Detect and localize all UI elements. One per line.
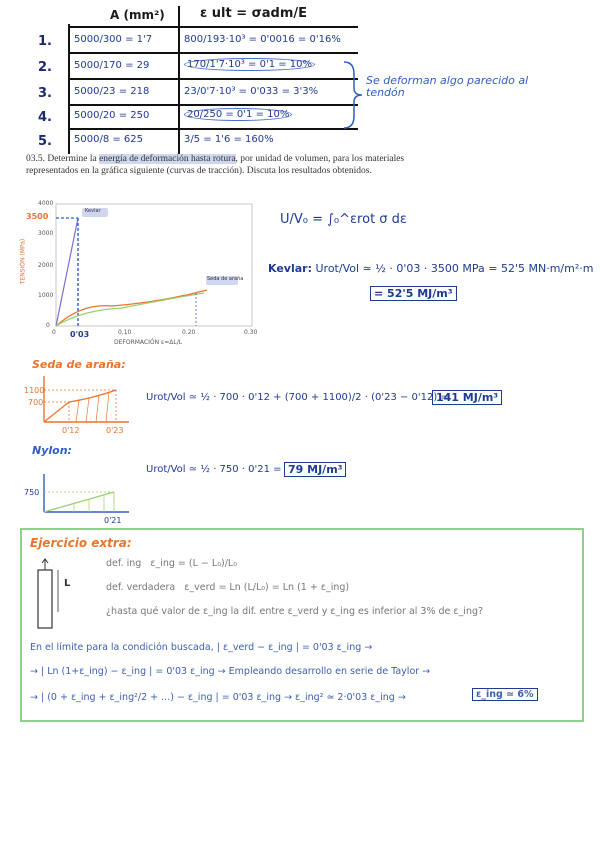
stress-strain-graph (19, 198, 267, 350)
x-tick: 0.30 (244, 329, 258, 336)
y-tick: 4000 (38, 200, 54, 207)
bar-specimen-icon (34, 556, 78, 636)
extra-title: Ejercicio extra: (30, 536, 132, 550)
silk-label: Seda de araña (207, 276, 244, 282)
extra-question: ¿hasta qué valor de ε_ing la dif. entre ε_verd y ε_ing es inferior al 3% de ε_ing? (106, 606, 484, 617)
kevlar-expression: Urot/Vol ≃ ½ · 0'03 · 3500 MPa = 52'5 MN·m/m²·m (315, 262, 594, 275)
row-rule (68, 128, 358, 130)
x-tick: 0.20 (182, 329, 196, 336)
nylon-formula: Urot/Vol ≃ ½ · 750 · 0'21 = (146, 464, 282, 475)
extra-result: ε_ing ≃ 6% (472, 688, 538, 701)
extra-line4: → | Ln (1+ε_ing) − ε_ing | = 0'03 ε_ing → Empleando desarrollo en serie de Taylor → (30, 666, 431, 677)
similar-deformation-note: Se deforman algo parecido al tendón (366, 74, 529, 99)
y-axis-label: TENSIÓN (MPa) (19, 238, 27, 285)
row-number: 5. (38, 134, 52, 149)
problem-text: , por unidad de volumen, para los materiales representados en la gráfica siguiente (curvas de tracción). Discuta los resultados obtenidos. (26, 154, 405, 176)
spider-formula: Urot/Vol ≃ ½ · 700 · 0'12 + (700 + 1100)/2 · (0'23 − 0'12) = (146, 392, 449, 403)
row-strain: 20/250 = 0'1 = 10% (184, 108, 292, 121)
y-tick: 2000 (38, 262, 54, 269)
header-area: A (mm²) (110, 8, 165, 22)
row-number: 4. (38, 110, 52, 125)
spider-x2: 0'23 (106, 426, 124, 435)
x-tick: 0.10 (118, 329, 132, 336)
spider-y1: 1100 (24, 386, 45, 395)
y-tick: 1000 (38, 292, 54, 299)
y-tick: 3000 (38, 230, 54, 237)
row-strain: 800/193·10³ = 0'0016 = 0'16% (184, 34, 341, 45)
y-tick: 0 (46, 322, 50, 329)
row-rule (68, 78, 358, 80)
spider-x1: 0'12 (62, 426, 80, 435)
problem-text: Determine la (47, 154, 100, 164)
x-mark: 0'03 (70, 330, 90, 339)
problem-statement (26, 154, 422, 177)
row-area: 5000/23 = 218 (74, 86, 150, 97)
nylon-title: Nylon: (32, 444, 72, 457)
row-area: 5000/8 = 625 (74, 134, 144, 145)
row-strain: 3/5 = 1'6 = 160% (184, 134, 274, 145)
header-rule (68, 26, 358, 28)
x-tick: 0 (52, 329, 56, 336)
row-strain: 170/1'7·10³ = 0'1 = 10% (184, 58, 315, 71)
length-label: L (64, 578, 71, 589)
problem-highlight: energía de deformación hasta rotura (99, 154, 236, 164)
kevlar-formula (268, 262, 593, 275)
nylon-x: 0'21 (104, 516, 122, 525)
row-number: 3. (38, 86, 52, 101)
kevlar-title: Kevlar: (268, 262, 312, 275)
nylon-result: 79 MJ/m³ (284, 462, 346, 477)
table-left-rule (68, 24, 70, 154)
y-mark: 3500 (26, 212, 49, 221)
spider-silk-title: Seda de araña: (32, 358, 126, 371)
row-number: 1. (38, 34, 52, 49)
spider-result: 141 MJ/m³ (432, 390, 502, 405)
x-axis-label: DEFORMACIÓN ε=ΔL/L (114, 339, 183, 346)
row-area: 5000/170 = 29 (74, 60, 150, 71)
table-mid-rule (178, 6, 180, 154)
eng-strain-label: def. ing (106, 558, 142, 569)
spider-y2: 700 (28, 398, 44, 407)
eng-strain-line (106, 558, 237, 569)
true-strain-formula: ε_verd = Ln (L/L₀) = Ln (1 + ε_ing) (184, 582, 350, 593)
graph-svg (22, 198, 267, 350)
row-number: 2. (38, 60, 52, 75)
energy-integral-formula: U/V₀ = ∫₀^εrot σ dε (280, 212, 407, 227)
kevlar-label: Kevlar (85, 208, 101, 214)
nylon-y: 750 (24, 488, 40, 497)
row-area: 5000/20 = 250 (74, 110, 150, 121)
row-area: 5000/300 = 1'7 (74, 34, 153, 45)
problem-number: 03.5. (26, 154, 45, 164)
eng-strain-formula: ε_ing = (L − L₀)/L₀ (150, 558, 238, 569)
true-strain-line (106, 582, 349, 593)
true-strain-label: def. verdadera (106, 582, 176, 593)
row-strain: 23/0'7·10³ = 0'033 = 3'3% (184, 86, 319, 97)
extra-line5: → | (0 + ε_ing + ε_ing²/2 + ...) − ε_ing | = 0'03 ε_ing → ε_ing² ≃ 2·0'03 ε_ing → (30, 692, 406, 703)
header-strain: ε ult = σadm/E (200, 6, 308, 21)
extra-line3: En el límite para la condición buscada, | ε_verd − ε_ing | = 0'03 ε_ing → (30, 642, 373, 653)
kevlar-result: = 52'5 MJ/m³ (370, 286, 457, 301)
row-rule (68, 104, 358, 106)
row-rule (68, 52, 358, 54)
extra-exercise-box (20, 528, 584, 722)
nylon-sketch (34, 470, 134, 518)
